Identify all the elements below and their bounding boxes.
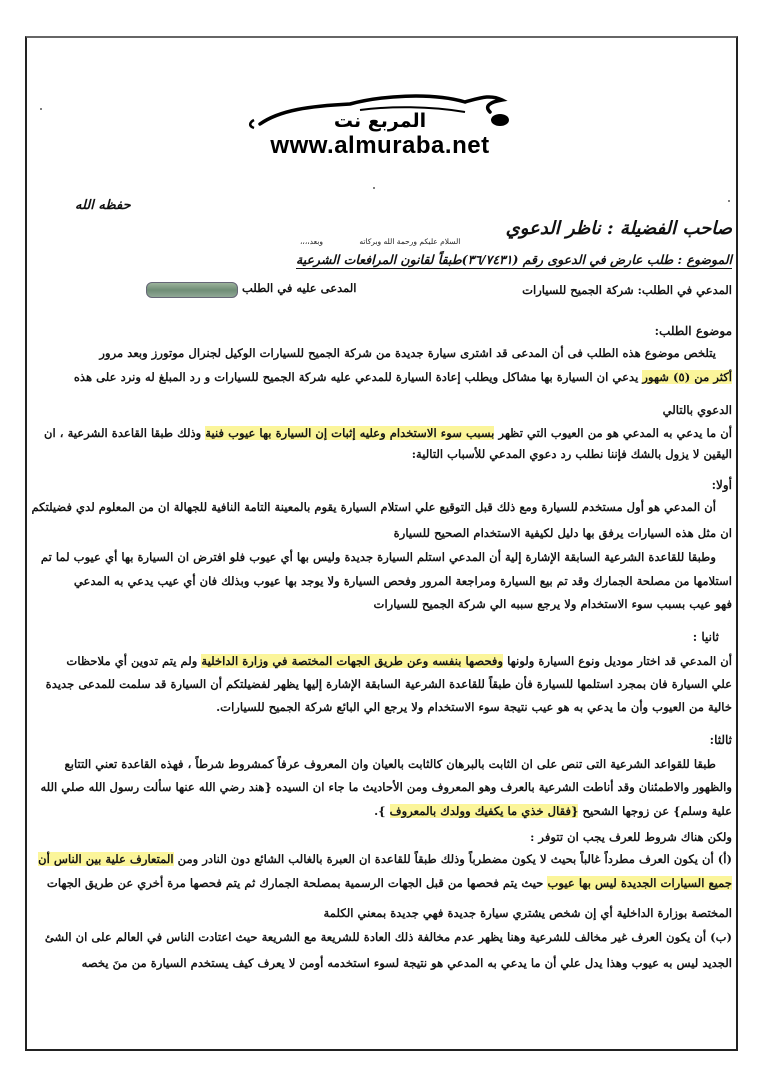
page-border <box>25 36 738 1051</box>
third-line-6: جميع السيارات الجديدة ليس بها عيوب حيث يتم فحصها من قبل الجهات الرسمية بمصلحة الجمارك ثم يتم فحصها مرة أخري عن طريق الجهات <box>46 876 732 890</box>
redacted-defendant-name <box>146 282 238 298</box>
logo-arabic-text: المربع نت <box>333 110 427 132</box>
site-logo <box>230 92 530 162</box>
third-line-9: الجديد ليس به عيوب وهذا يدل علي أن ما يدعي به المدعي هو نتيجة لسوء استخدمه أومن لا يعرف كيف يستخدم السيارة من منَ يخصه <box>81 956 732 970</box>
highlighted-custom: المتعارف علية بين الناس أن <box>38 852 174 866</box>
highlighted-new-cars: جميع السيارات الجديدة ليس بها عيوب <box>547 876 732 890</box>
first-line-4: استلامها من مصلحة الجمارك وقد تم بيع السيارة ومراجعة المرور وفحص السيارة ولا يوجد بها عيوب وبذلك فان أي عيب يدعي به المدعي <box>73 574 732 588</box>
highlighted-inspection: وفحصها بنفسه وعن طريق الجهات المختصة في وزارة الداخلية <box>201 654 504 668</box>
second-line-3: خالية من العيوب وأن ما يدعي به هو عيب نتيجة سوء الاستخدام ولا يرجع الي البائع شركة الجميح للسيارات. <box>216 700 732 714</box>
second-line-2: علي السيارة فان بمجرد استلمها للسيارة فأن طبقاً للقاعدة الشرعية السابقة الإشارة إليها يظهر لفضيلتكم أن السيارة قد سلمت للمدعى جديدة <box>45 677 732 691</box>
first-line-2: ان مثل هذه السيارات يرفق بها دليل لكيفية الاستخدام الصحيح للسيارة <box>393 526 732 540</box>
third-line-8: (ب) أن يكون العرف غير مخالف للشرعية وهنا يظهر عدم مخالفة ذلك العادة للشريعة مع الشريعة حيث اعتادت الناس في العالم على ان الشئ <box>44 930 732 944</box>
subject-line: الموضوع : طلب عارض في الدعوى رقم (٣٦/٧٤٣١)طبقاً لقانون المرافعات الشرعية <box>296 252 732 267</box>
plaintiff-line: المدعي في الطلب: شركة الجميح للسيارات <box>522 283 732 297</box>
intro-line-2: أكثر من (٥) شهور يدعي ان السيارة بها مشاكل ويطلب إعادة السيارة للمدعي عليه شركة الجميح للسيارات و رد المبلغ له ونرد على هذه <box>73 370 732 384</box>
first-line-3: وطبقا للقاعدة الشرعية السابقة الإشارة إلية أن المدعي استلم السيارة جديدة وليس بها أي عيوب فلو افترض ان السيارة بها أي عيوب لما تم <box>40 550 716 564</box>
salutation-after: وبعد،،،، <box>300 237 323 246</box>
intro-line-4: أن ما يدعي به المدعي هو من العيوب التي تظهر بسبب سوء الاستخدام وعليه إثبات إن السيارة بها عيوب فنية وذلك طبقا القاعدة الشرعية ، ان <box>44 426 732 440</box>
second-line-1: أن المدعي قد اختار موديل ونوع السيارة ولونها وفحصها بنفسه وعن طريق الجهات المختصة في وزارة الداخلية ولم يتم تدوين أي ملاحظات <box>66 654 732 668</box>
highlighted-misuse-claim: بسبب سوء الاستخدام وعليه إثبات إن السيارة بها عيوب فنية <box>205 426 495 440</box>
third-heading: ثالثا: <box>709 733 732 747</box>
intro-line-5: اليقين لا يزول بالشك فإننا نطلب رد دعوي المدعي للأسباب التالية: <box>411 447 732 461</box>
section-heading: موضوع الطلب: <box>654 324 732 338</box>
first-heading: أولا: <box>711 478 732 492</box>
intro-line-3: الدعوي بالتالي <box>662 403 732 417</box>
highlighted-hadith: {فقال خذي ما يكفيك وولدك بالمعروف <box>389 804 579 818</box>
third-line-3: علية وسلم} عن زوجها الشحيح {فقال خذي ما يكفيك وولدك بالمعروف }. <box>374 804 732 818</box>
third-line-2: والظهور والاطمئنان وقد أناطت الشرعية بالعرف وهو المعروف ومن الأحاديث ما جاء ان السيده {هند رضي الله عنها سألت رسول الله صلي الله <box>40 780 732 794</box>
third-line-7: المختصة بوزارة الداخلية أي إن شخص يشتري سيارة جديدة فهي جديدة بمعني الكلمة <box>323 906 732 920</box>
third-line-1: طبقا للقواعد الشرعية التى تنص على ان الثابت بالبرهان كالثابت بالعيان وان المعروف عرفاً كمشروط شرطاً ، فهذه القاعدة تعني التتابع <box>64 757 716 771</box>
scan-speck <box>40 108 42 110</box>
salutation-text: السلام عليكم ورحمة الله وبركاته <box>359 237 461 246</box>
salutation <box>300 237 460 246</box>
first-line-5: فهو عيب بسبب سوء الاستخدام ولا يرجع سببه الي شركة الجميح للسيارات <box>373 597 732 611</box>
logo-url: www.almuraba.net <box>270 132 490 159</box>
highlighted-duration: أكثر من (٥) شهور <box>642 370 732 384</box>
second-heading: ثانيا : <box>692 630 719 644</box>
closing-phrase: حفظه الله <box>75 198 131 213</box>
intro-line-1: يتلخص موضوع هذه الطلب فى أن المدعى قد اشترى سيارة جديدة من شركة الجميح للسيارات الوكيل لجنرال موتورز وبعد مرور <box>99 346 716 360</box>
defendant-label: المدعى عليه في الطلب <box>242 281 357 295</box>
third-line-5: (أ) أن يكون العرف مطرداً غالباً بحيث لا يكون مضطرباً وذلك طبقاً للقاعدة ان العبرة بالغالب الشائع دون النادر ومن المتعارف علية بين الناس أن <box>38 852 732 866</box>
scan-speck <box>728 200 730 202</box>
addressee-title: صاحب الفضيلة : ناظر الدعوي <box>505 218 732 239</box>
third-line-4: ولكن هناك شروط للعرف يجب ان تتوفر : <box>530 830 732 844</box>
first-line-1: أن المدعي هو أول مستخدم للسيارة ومع ذلك قبل التوقيع علي استلام السيارة يقوم بالمعينة التامة النافية للجهالة ان من المعلوم لدي فضيلتكم <box>31 500 716 514</box>
scan-speck <box>373 187 375 189</box>
